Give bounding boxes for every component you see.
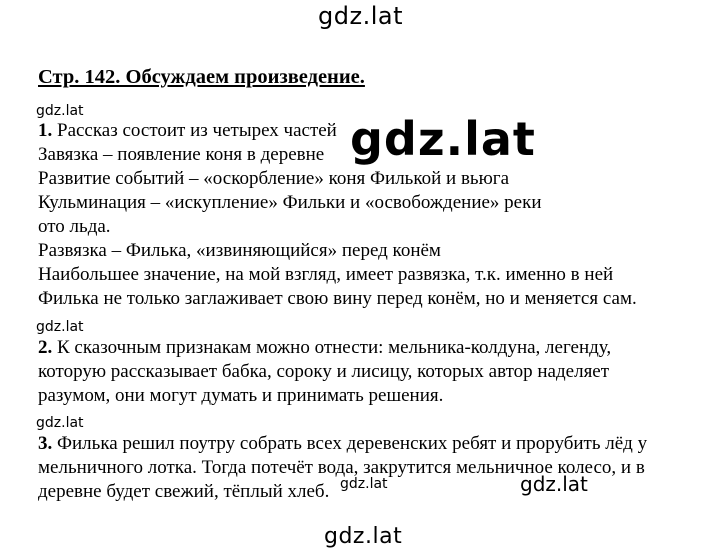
- answer-3-number: 3.: [38, 433, 53, 454]
- watermark-bottom: gdz.lat: [324, 524, 403, 549]
- answer-1-line: Наибольшее значение, на мой взгляд, имеет развязка, т.к. именно в ней: [38, 264, 614, 285]
- answer-1-line: Кульминация – «искупление» Фильки и «освобождение» реки: [38, 192, 542, 213]
- answer-2-text: К сказочным признакам можно отнести: мельника-колдуна, легенду,: [52, 337, 612, 358]
- answer-3-line: мельничного лотка. Тогда потечёт вода, закрутится мельничное колесо, и в: [38, 457, 645, 478]
- answer-1-line: [38, 121, 337, 140]
- answer-1-line: Развитие событий – «оскорбление» коня Филькой и вьюга: [38, 168, 510, 189]
- watermark-small: gdz.lat: [340, 476, 388, 492]
- answer-1-line: Филька не только заглаживает свою вину перед конём, но и меняется сам.: [38, 288, 637, 309]
- answer-1-text: Рассказ состоит из четырех частей: [52, 120, 337, 141]
- watermark-small: gdz.lat: [36, 319, 84, 335]
- answer-2-line: [38, 338, 611, 357]
- answer-1-number: 1.: [38, 120, 53, 141]
- watermark-top: gdz.lat: [318, 2, 403, 30]
- watermark-small: gdz.lat: [36, 415, 84, 431]
- answer-2-line: которую рассказывает бабка, сороку и лисицу, которых автор наделяет: [38, 361, 610, 382]
- answer-3-line: [38, 434, 647, 453]
- answer-3-text: Филька решил поутру собрать всех деревенских ребят и прорубить лёд у: [52, 433, 648, 454]
- answer-1-line: Развязка – Филька, «извиняющийся» перед конём: [38, 240, 441, 261]
- watermark-large: gdz.lat: [350, 112, 536, 166]
- page-title: Стр. 142. Обсуждаем произведение.: [38, 66, 365, 88]
- answer-3-line: деревне будет свежий, тёплый хлеб.: [38, 481, 330, 502]
- answer-2-number: 2.: [38, 337, 53, 358]
- answer-1-line: Завязка – появление коня в деревне: [38, 144, 325, 165]
- watermark-small: gdz.lat: [36, 103, 84, 119]
- answer-1-line: ото льда.: [38, 216, 111, 237]
- answer-2-line: разумом, они могут думать и принимать решения.: [38, 385, 444, 406]
- watermark-medium: gdz.lat: [520, 472, 588, 496]
